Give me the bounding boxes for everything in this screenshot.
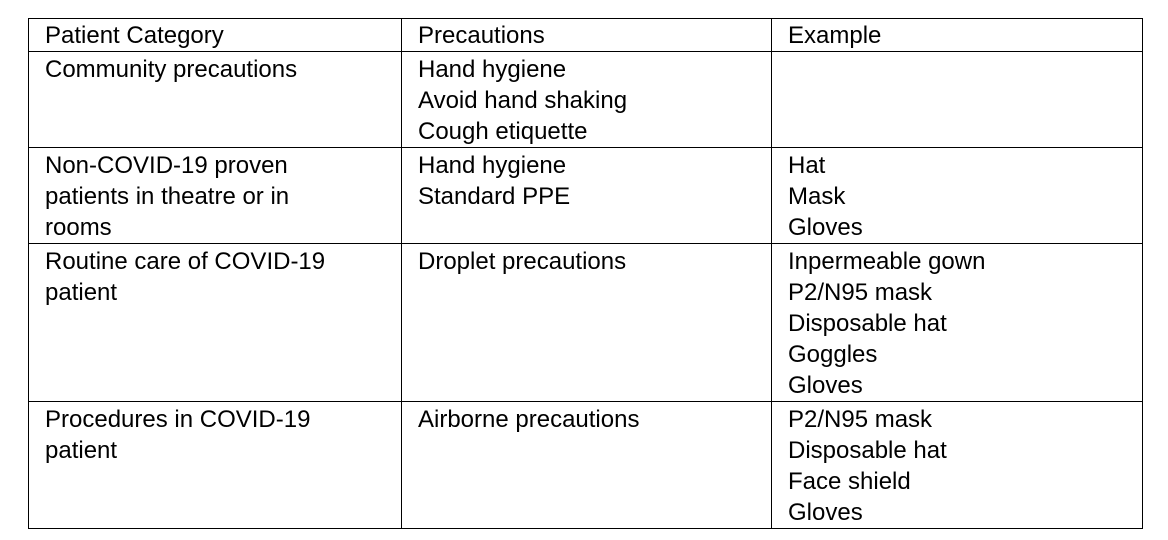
example-item: Goggles: [788, 341, 878, 368]
precaution-item: Avoid hand shaking: [418, 87, 628, 114]
example-item: Hat: [788, 152, 826, 179]
example-item: P2/N95 mask: [788, 279, 933, 306]
examples-cell: [772, 402, 1143, 529]
precautions-cell: [402, 52, 772, 148]
precautions-cell: [402, 244, 772, 402]
table-row: [29, 402, 1143, 529]
example-item: P2/N95 mask: [788, 406, 933, 433]
precaution-item: Hand hygiene: [418, 152, 567, 179]
examples-cell: [772, 244, 1143, 402]
example-item: Gloves: [788, 214, 863, 241]
example-item: Disposable hat: [788, 310, 947, 337]
table-row: [29, 148, 1143, 244]
precaution-item: Cough etiquette: [418, 118, 588, 145]
example-item: Gloves: [788, 372, 863, 399]
header-example: Example: [772, 19, 1143, 52]
example-item: Disposable hat: [788, 437, 947, 464]
header-precautions: Precautions: [402, 19, 772, 52]
category-line: Procedures in COVID-19: [45, 406, 311, 433]
precautions-cell: [402, 402, 772, 529]
example-item: Mask: [788, 183, 846, 210]
precaution-item: Hand hygiene: [418, 56, 567, 83]
examples-cell: [772, 52, 1143, 148]
example-item: Gloves: [788, 499, 863, 526]
precaution-item: Airborne precautions: [418, 406, 640, 433]
example-item: Inpermeable gown: [788, 248, 986, 275]
examples-cell: [772, 148, 1143, 244]
category-line: Routine care of COVID-19: [45, 248, 326, 275]
table-header: [29, 19, 1143, 52]
example-item: Face shield: [788, 468, 911, 495]
category-cell: [29, 244, 402, 402]
category-line: rooms: [45, 214, 112, 241]
category-line: patient: [45, 279, 118, 306]
table-row: [29, 244, 1143, 402]
category-cell: [29, 148, 402, 244]
category-cell: [29, 52, 402, 148]
table-body: [29, 52, 1143, 529]
precautions-table-container: [28, 18, 1142, 529]
header-patient-category: Patient Category: [29, 19, 402, 52]
header-row: [29, 19, 1143, 52]
category-line: patient: [45, 437, 118, 464]
category-line: Non-COVID-19 proven: [45, 152, 288, 179]
precautions-table: [28, 18, 1143, 529]
category-line: Community precautions: [45, 56, 298, 83]
category-line: patients in theatre or in: [45, 183, 290, 210]
category-cell: [29, 402, 402, 529]
table-row: [29, 52, 1143, 148]
precautions-cell: [402, 148, 772, 244]
precaution-item: Standard PPE: [418, 183, 571, 210]
precaution-item: Droplet precautions: [418, 248, 627, 275]
